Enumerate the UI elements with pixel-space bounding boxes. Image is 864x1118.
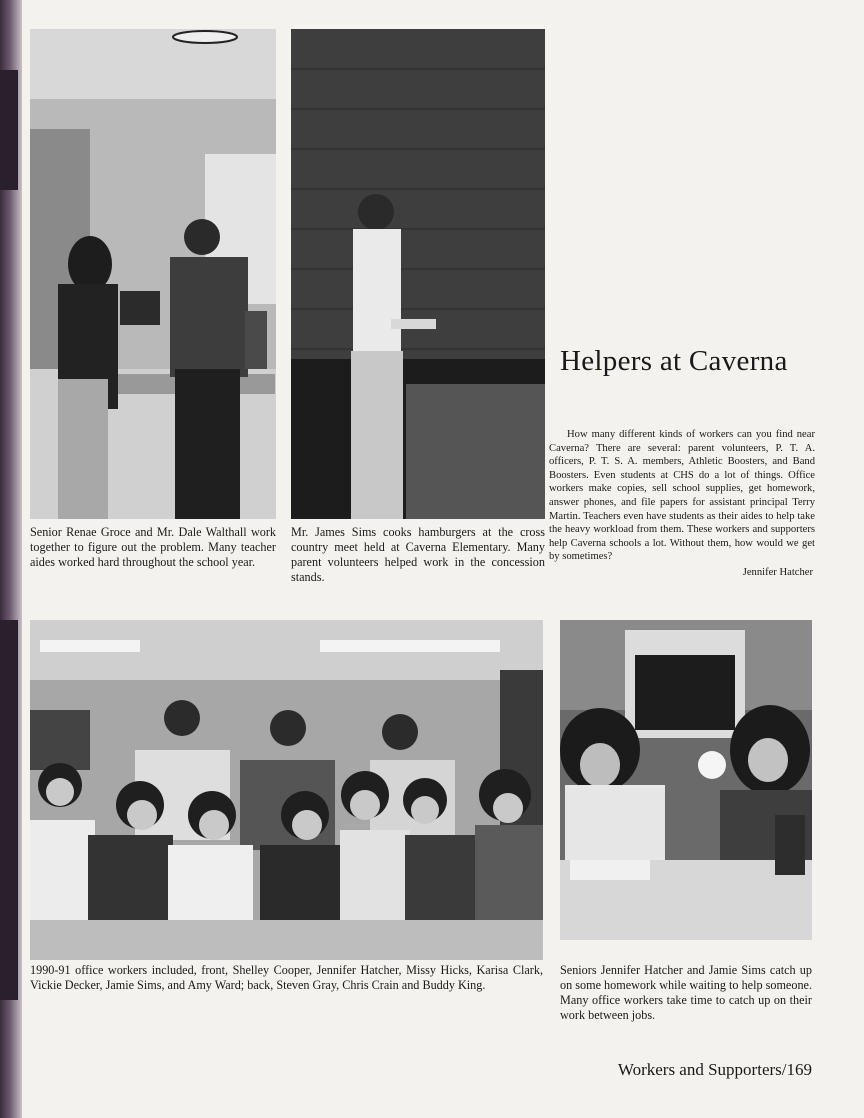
binding-band [0,620,18,1000]
story-text: How many different kinds of workers can you find near Caverna? There are several: parent volunteers, P. T. A. officers, P. T. S. A. members, Athletic Boosters, and Band Boosters. Even students at CHS do a lot of things. Office workers make copies, sell school supplies, get homework, answer phones, and file papers for assistant principal Terry Martin. Teachers even have students as their aides to help take the heavy workload from them. These workers and supporters help Caverna schools a lot. Without them, how would we get by sometimes? [549,429,815,563]
photo-teacher-aide [30,29,276,519]
photo-caption: 1990-91 office workers included, front, Shelley Cooper, Jennifer Hatcher, Missy Hicks, Karisa Clark, Vickie Decker, Jamie Sims, and Amy Ward; back, Steven Gray, Chris Crain and Buddy King. [30,963,543,992]
page-headline: Helpers at Caverna [560,345,788,377]
page-folio: Workers and Supporters/169 [617,1060,812,1079]
photo-caption: Seniors Jennifer Hatcher and Jamie Sims catch up on some homework while waiting to help someone. Many office workers take time to catch up on their work between jobs. [560,963,812,1022]
binding-band [0,70,18,190]
photo-hamburger-cook [291,29,545,519]
story-byline: Jennifer Hatcher [742,567,813,578]
photo-seniors-homework [560,620,812,940]
photo-caption: Senior Renae Groce and Mr. Dale Walthall work together to figure out the problem. Many teacher aides worked hard throughout the school year. [30,525,276,569]
page-binding-shadow [0,0,22,1118]
photo-caption: Mr. James Sims cooks hamburgers at the cross country meet held at Caverna Elementary. Many parent volunteers helped work in the concession stands. [291,525,545,584]
photo-office-workers-group [30,620,543,960]
